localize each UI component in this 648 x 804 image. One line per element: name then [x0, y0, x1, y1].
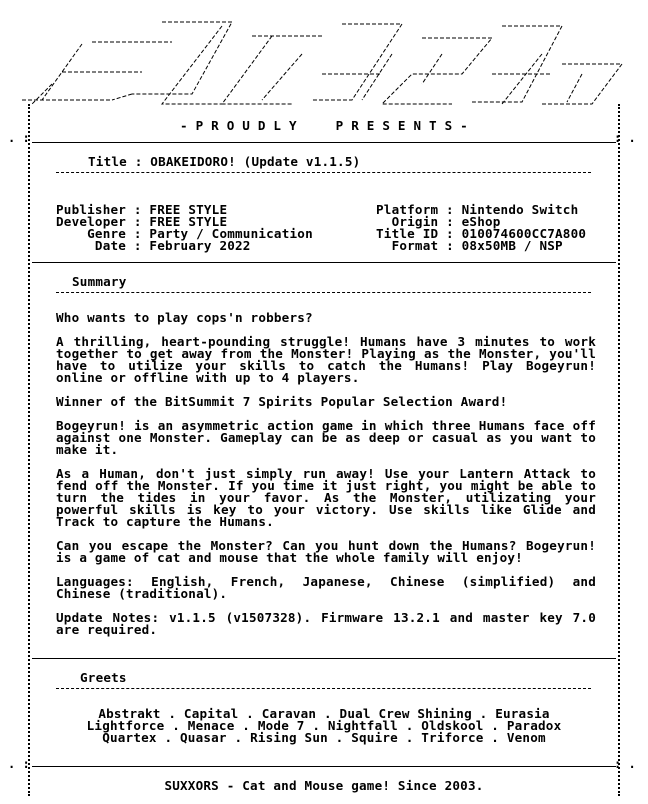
summary-heading: Summary — [72, 274, 127, 289]
publisher-label: Publisher — [56, 202, 127, 217]
platform-value: Nintendo Switch — [461, 202, 579, 217]
date-row: Date : February 2022 — [94, 238, 251, 253]
corner-dots-right-bottom: : . — [614, 757, 636, 771]
presents-text: - P R O U D L Y P R E S E N T S - — [180, 118, 468, 133]
publisher-row: Publisher : FREE STYLE — [56, 202, 228, 217]
format-label: Format — [391, 238, 439, 253]
origin-label: Origin — [391, 214, 439, 229]
summary-paragraph-4: Bogeyrun! is an asymmetric action game in which three Humans face off against one Monster. Gameplay can be as deep or casual as you want to make it. — [56, 418, 596, 457]
divider-1 — [32, 142, 616, 143]
summary-paragraph-7: Languages: English, French, Japanese, Chinese (simplified) and Chinese (traditional). — [56, 574, 596, 601]
footer-text: SUXXORS - Cat and Mouse game! Since 2003. — [164, 778, 484, 793]
greets-line-2: Lightforce . Menace . Mode 7 . Nightfall . Oldskool . Paradox — [86, 718, 562, 733]
title-line: Title : OBAKEIDORO! (Update v1.1.5) — [88, 154, 361, 169]
summary-paragraph-5: As a Human, don't just simply run away! Use your Lantern Attack to fend off the Monster. If you time it just right, you might be able to turn the tides in your favor. As the Monster, utilizating your powerful skills is key to your victory. Use skills like Glide and Track to capture the Humans. — [56, 466, 596, 529]
summary-paragraph-2: A thrilling, heart-pounding struggle! Humans have 3 minutes to work together to get away from the Monster! Playing as the Monster, you'll have to utilize your skills to catch the Humans! Play Bogeyrun! online or offline with up to 4 players. — [56, 334, 596, 385]
divider-4 — [32, 766, 616, 767]
group-ascii-logo — [22, 14, 626, 110]
divider-2 — [32, 262, 616, 263]
date-value: February 2022 — [149, 238, 251, 253]
right-border — [618, 104, 620, 796]
platform-label: Platform — [376, 202, 439, 217]
info-left — [56, 192, 313, 264]
genre-label: Genre — [87, 226, 127, 241]
titleid-value: 010074600CC7A800 — [461, 226, 587, 241]
greets-heading: Greets — [80, 670, 127, 685]
publisher-value: FREE STYLE — [149, 202, 228, 217]
corner-dots-right-top: : . — [614, 131, 636, 145]
summary-paragraph-8: Update Notes: v1.1.5 (v1507328). Firmware 13.2.1 and master key 7.0 are required. — [56, 610, 596, 637]
origin-row: Origin : eShop — [391, 214, 501, 229]
summary-paragraph-6: Can you escape the Monster? Can you hunt down the Humans? Bogeyrun! is a game of cat and mouse that the whole family will enjoy! — [56, 538, 596, 565]
date-label: Date — [94, 238, 127, 253]
summary-paragraph-1: Who wants to play cops'n robbers? — [56, 310, 313, 325]
format-row: Format : 08x50MB / NSP — [391, 238, 563, 253]
origin-value: eShop — [461, 214, 501, 229]
corner-dots-left-bottom: . : — [8, 757, 30, 771]
titleid-row: Title ID : 010074600CC7A800 — [376, 226, 587, 241]
developer-label: Developer — [56, 214, 127, 229]
summary-dashed-rule — [56, 292, 591, 293]
summary-paragraph-3: Winner of the BitSummit 7 Spirits Popular Selection Award! — [56, 394, 508, 409]
format-value: 08x50MB / NSP — [461, 238, 563, 253]
developer-value: FREE STYLE — [149, 214, 228, 229]
title-label: Title — [88, 154, 127, 169]
greets-line-1: Abstrakt . Capital . Caravan . Dual Crew Shining . Eurasia — [98, 706, 550, 721]
genre-row: Genre : Party / Communication — [87, 226, 313, 241]
title-dashed-rule — [56, 172, 591, 173]
divider-3 — [32, 658, 616, 659]
genre-value: Party / Communication — [149, 226, 313, 241]
left-border — [28, 104, 30, 796]
corner-dots-left-top: . : — [8, 131, 30, 145]
info-right — [376, 192, 586, 264]
greets-line-3: Quartex . Quasar . Rising Sun . Squire . Triforce . Venom — [102, 730, 546, 745]
greets-dashed-rule — [56, 688, 591, 689]
title-value: OBAKEIDORO! (Update v1.1.5) — [150, 154, 361, 169]
titleid-label: Title ID — [376, 226, 439, 241]
developer-row: Developer : FREE STYLE — [56, 214, 228, 229]
platform-row: Platform : Nintendo Switch — [376, 202, 579, 217]
